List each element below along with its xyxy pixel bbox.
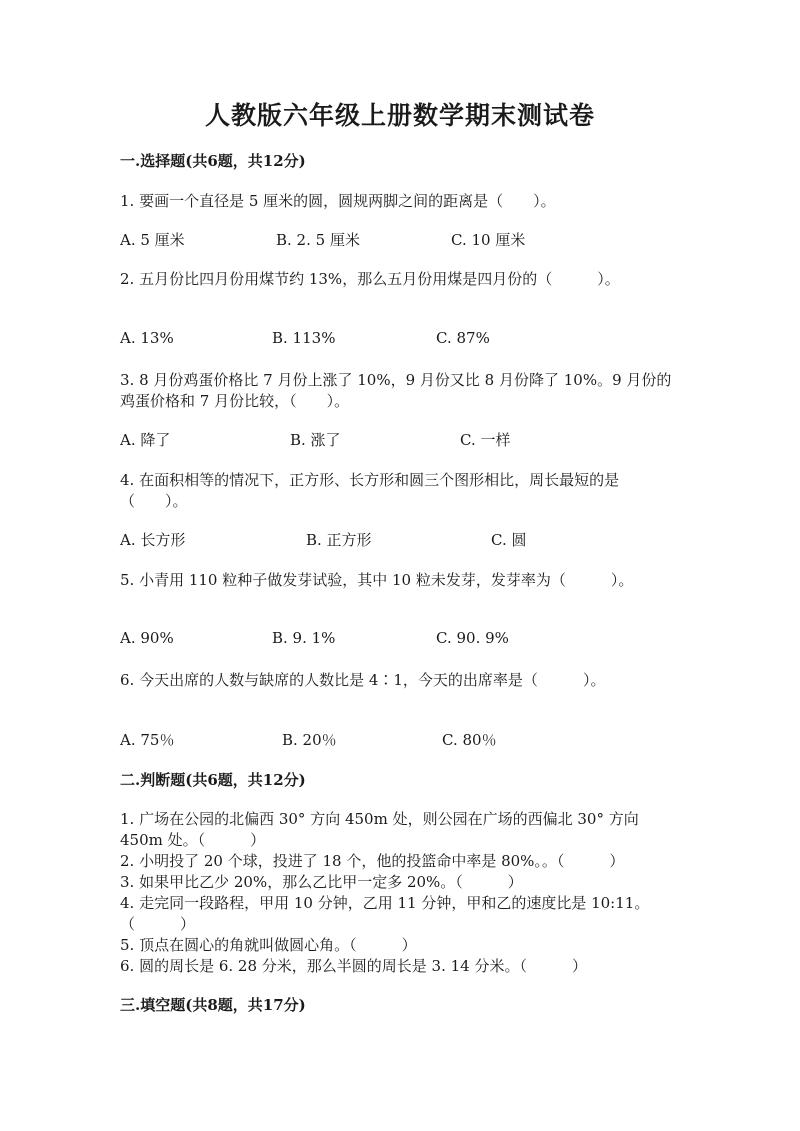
judge-line: （ ） (120, 915, 196, 933)
page-title: 人教版六年级上册数学期末测试卷 (204, 101, 595, 130)
question-text: 6. 今天出席的人数与缺席的人数比是 4∶1，今天的出席率是（ ）。 (120, 671, 606, 689)
judge-line: 2. 小明投了 20 个球，投进了 18 个，他的投篮命中率是 80%。。（ ） (120, 852, 625, 870)
section-heading-choice: 一.选择题(共6题，共12分) (120, 152, 306, 170)
question-text: 2. 五月份比四月份用煤节约 13%，那么五月份用煤是四月份的（ ）。 (120, 270, 620, 288)
option-b: B. 113% (272, 329, 336, 347)
option-a: A. 13% (120, 329, 174, 347)
section-heading-fill: 三.填空题(共8题，共17分) (120, 996, 306, 1014)
option-c: C. 87% (436, 329, 490, 347)
option-a: A. 90% (120, 629, 174, 647)
question-text: 5. 小青用 110 粒种子做发芽试验，其中 10 粒未发芽，发芽率为（ ）。 (120, 571, 634, 589)
question-text: 4. 在面积相等的情况下，正方形、长方形和圆三个图形相比，周长最短的是 (120, 471, 620, 489)
option-b: B. 正方形 (306, 531, 372, 549)
judge-line: 450m 处。（ ） (120, 831, 266, 849)
option-c: C. 一样 (460, 431, 511, 449)
option-b: B. 20％ (282, 731, 337, 749)
section-heading-judge: 二.判断题(共6题，共12分) (120, 771, 306, 789)
question-text: 1. 要画一个直径是 5 厘米的圆，圆规两脚之间的距离是（ ）。 (120, 192, 556, 210)
option-c: C. 80％ (442, 731, 497, 749)
judge-line: 1. 广场在公园的北偏西 30° 方向 450m 处，则公园在广场的西偏北 30° 方向 (120, 810, 639, 828)
option-a: A. 降了 (120, 431, 171, 449)
judge-line: 3. 如果甲比乙少 20%，那么乙比甲一定多 20%。（ ） (120, 873, 523, 891)
option-b: B. 9. 1% (272, 629, 336, 647)
question-text: （ ）。 (120, 492, 188, 510)
option-b: B. 涨了 (290, 431, 341, 449)
option-b: B. 2. 5 厘米 (276, 231, 360, 249)
judge-line: 6. 圆的周长是 6. 28 分米，那么半圆的周长是 3. 14 分米。（ ） (120, 957, 587, 975)
option-a: A. 5 厘米 (120, 231, 185, 249)
option-c: C. 圆 (491, 531, 527, 549)
option-a: A. 长方形 (120, 531, 186, 549)
judge-line: 5. 顶点在圆心的角就叫做圆心角。（ ） (120, 936, 417, 954)
question-text: 3. 8 月份鸡蛋价格比 7 月份上涨了 10%，9 月份又比 8 月份降了 10%。9 月份的 (120, 371, 672, 389)
option-c: C. 10 厘米 (451, 231, 526, 249)
judge-line: 4. 走完同一段路程，甲用 10 分钟，乙用 11 分钟，甲和乙的速度比是 10:11。 (120, 894, 650, 912)
question-text: 鸡蛋价格和 7 月份比较，（ ）。 (120, 392, 350, 410)
option-a: A. 75％ (120, 731, 175, 749)
option-c: C. 90. 9% (436, 629, 509, 647)
